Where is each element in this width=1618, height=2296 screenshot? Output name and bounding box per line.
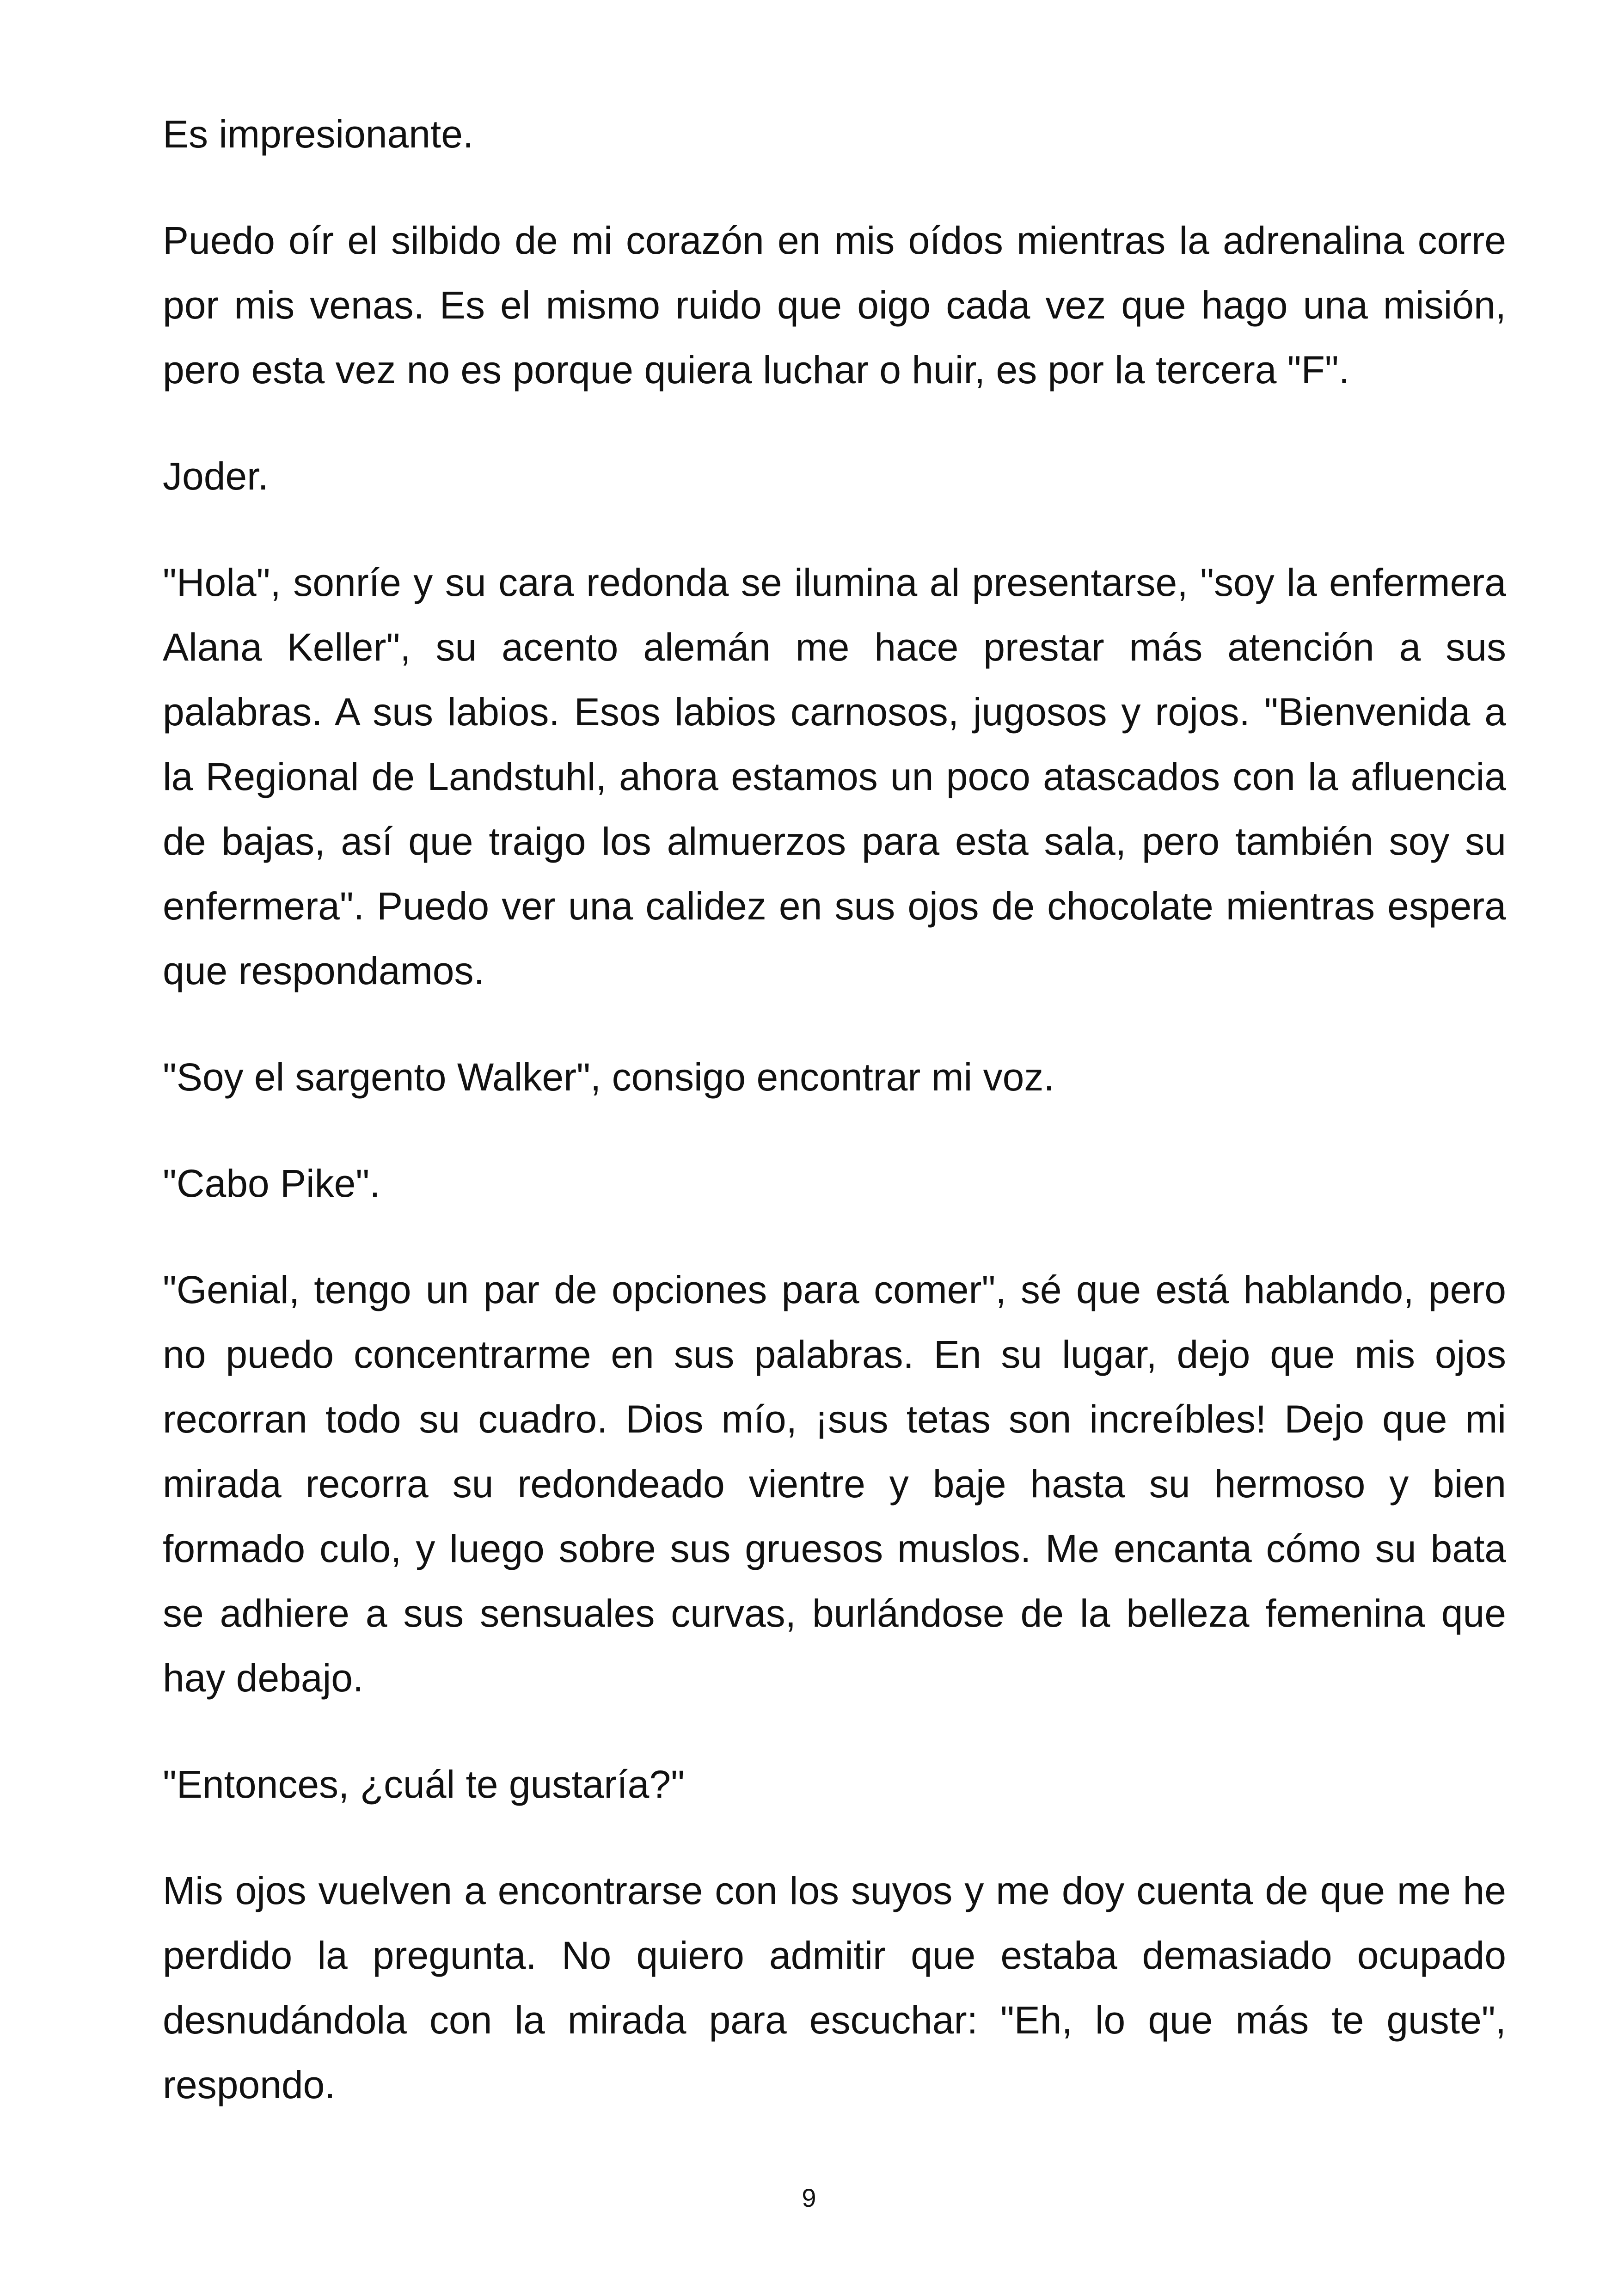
paragraph-7: "Genial, tengo un par de opciones para comer", sé que está hablando, pero no puedo concentrarme en sus palabras. En su lugar, dejo que mis ojos recorran todo su cuadro. Dios mío, ¡sus tetas son increíbles! Dejo que mi mirada recorra su redondeado vientre y baje hasta su hermoso y bien formado culo, y luego sobre sus gruesos muslos. Me encanta cómo su bata se adhiere a sus sensuales curvas, burlándose de la belleza femenina que hay debajo. — [163, 1268, 1506, 1700]
paragraph-1: Es impresionante. — [163, 112, 474, 156]
page-number: 9 — [802, 2183, 816, 2212]
paragraph-9: Mis ojos vuelven a encontrarse con los suyos y me doy cuenta de que me he perdido la pregunta. No quiero admitir que estaba demasiado ocupado desnudándola con la mirada para escuchar: "Eh, lo que más te guste", respondo. — [163, 1869, 1506, 2106]
paragraph-5: "Soy el sargento Walker", consigo encontrar mi voz. — [163, 1055, 1054, 1099]
body-text — [163, 102, 1506, 2159]
paragraph-6: "Cabo Pike". — [163, 1162, 380, 1205]
paragraph-4: "Hola", sonríe y su cara redonda se ilumina al presentarse, "soy la enfermera Alana Keller", su acento alemán me hace prestar más atención a sus palabras. A sus labios. Esos labios carnosos, jugosos y rojos. "Bienvenida a la Regional de Landstuhl, ahora estamos un poco atascados con la afluencia de bajas, así que traigo los almuerzos para esta sala, pero también soy su enfermera". Puedo ver una calidez en sus ojos de chocolate mientras espera que respondamos. — [163, 561, 1506, 992]
paragraph-8: "Entonces, ¿cuál te gustaría?" — [163, 1763, 685, 1806]
paragraph-2: Puedo oír el silbido de mi corazón en mis oídos mientras la adrenalina corre por mis venas. Es el mismo ruido que oigo cada vez que hago una misión, pero esta vez no es porque quiera luchar o huir, es por la tercera "F". — [163, 219, 1506, 392]
paragraph-3: Joder. — [163, 454, 269, 498]
